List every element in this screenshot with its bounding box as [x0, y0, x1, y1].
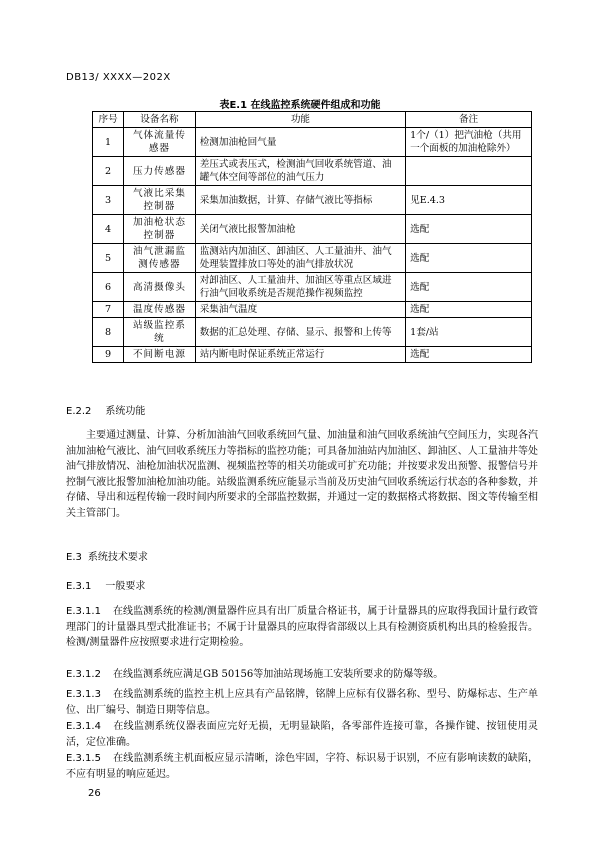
cell-device: 高清摄像头 — [124, 273, 195, 302]
cell-function: 站内断电时保证系统正常运行 — [195, 347, 405, 363]
cell-device: 不间断电源 — [124, 347, 195, 363]
section-number: E.3.1 — [66, 581, 92, 592]
section-heading-e22 — [66, 402, 145, 417]
cell-remark: 1个/（1）把汽油枪（共用一个面板的加油枪除外） — [406, 128, 532, 157]
cell-index: 7 — [93, 302, 124, 318]
clause-text: 在线监测系统应满足GB 50156等加油站现场施工安装所要求的防爆等级。 — [112, 669, 444, 680]
cell-index: 1 — [93, 128, 124, 157]
clause-text: 在线监测系统仪器表面应完好无损，无明显缺陷，各零部件连接可靠，各操作键、按钮使用灵活，定位准确。 — [66, 721, 538, 748]
table-row — [93, 215, 532, 244]
clause-number: E.3.1.1 — [66, 606, 101, 617]
document-id: DB13/ XXXX—202X — [66, 72, 171, 83]
cell-remark: 选配 — [406, 273, 532, 302]
cell-function: 采集加油数据，计算、存储气液比等指标 — [195, 186, 405, 215]
cell-device: 气体流量传感器 — [124, 128, 195, 157]
cell-remark: 选配 — [406, 347, 532, 363]
cell-function: 差压式或表压式，检测油气回收系统管道、油罐气体空间等部位的油气压力 — [195, 157, 405, 186]
cell-device: 加油枪状态控制器 — [124, 215, 195, 244]
cell-index: 2 — [93, 157, 124, 186]
header-remark: 备注 — [406, 112, 532, 128]
cell-index: 5 — [93, 244, 124, 273]
clause-number: E.3.1.3 — [66, 689, 101, 700]
table-row — [93, 157, 532, 186]
clause-text: 在线监测系统的检测/测量器件应具有出厂质量合格证书，属于计量器具的应取得我国计量行政管理部门的计量器具型式批准证书；不属于计量器具的应取得省部级以上具有检测资质机构出具的检验报告。检测/测量器件应按照要求进行定期检验。 — [66, 606, 538, 648]
clause-text: 在线监测系统的监控主机上应具有产品铭牌，铭牌上应标有仪器名称、型号、防爆标志、生产单位、出厂编号、制造日期等信息。 — [66, 689, 538, 716]
cell-function: 监测站内加油区、卸油区、人工量油井、油气处理装置排放口等处的油气排放状况 — [195, 244, 405, 273]
cell-device: 站级监控系统 — [124, 318, 195, 347]
section-title: 系统功能 — [105, 406, 146, 417]
hardware-table — [92, 111, 532, 363]
table-title: 表E.1 在线监控系统硬件组成和功能 — [219, 100, 381, 111]
cell-index: 4 — [93, 215, 124, 244]
clause-number: E.3.1.5 — [66, 753, 101, 764]
cell-remark: 选配 — [406, 302, 532, 318]
clause-e3-1-2 — [66, 667, 538, 683]
section-number: E.3 — [66, 552, 82, 563]
section-number: E.2.2 — [66, 406, 92, 417]
table-row — [93, 128, 532, 157]
table-row — [93, 347, 532, 363]
page-number: 26 — [88, 788, 101, 799]
cell-index: 3 — [93, 186, 124, 215]
clause-number: E.3.1.2 — [66, 669, 101, 680]
cell-device: 油气泄漏监测传感器 — [124, 244, 195, 273]
clause-text: 在线监测系统主机面板应显示清晰，涂色牢固，字符、标识易于识别，不应有影响读数的缺陷，不应有明显的响应延迟。 — [66, 753, 538, 780]
cell-device: 温度传感器 — [124, 302, 195, 318]
section-title: 一般要求 — [105, 581, 146, 592]
header-function: 功能 — [195, 112, 405, 128]
table-row — [93, 302, 532, 318]
clause-e3-1-4 — [66, 719, 538, 750]
cell-remark: 1套/站 — [406, 318, 532, 347]
section-heading-e31 — [66, 577, 145, 592]
cell-function: 检测加油枪回气量 — [195, 128, 405, 157]
cell-device: 气液比采集控制器 — [124, 186, 195, 215]
cell-remark — [406, 157, 532, 186]
cell-device: 压力传感器 — [124, 157, 195, 186]
cell-function: 数据的汇总处理、存储、显示、报警和上传等 — [195, 318, 405, 347]
cell-remark: 选配 — [406, 215, 532, 244]
clause-number: E.3.1.4 — [66, 721, 101, 732]
cell-index: 9 — [93, 347, 124, 363]
table-row — [93, 318, 532, 347]
system-function-paragraph: 主要通过测量、计算、分析加油油气回收系统回气量、加油量和油气回收系统油气空间压力，实现各汽油加油枪气液比、油气回收系统压力等指标的监控功能；可具备加油站内加油区、卸油区、人工量油井等处油气排放情况、油枪加油状况监测、视频监控等的相关功能或可扩充功能；并按要求发出预警、报警信号并控制气液比报警加油枪加油功能。站级监测系统应能显示当前及历史油气回收系统运行状态的各种参数，并存储、导出和远程传输一段时间内所要求的全部监控数据，并通过一定的数据格式将数据、图文等传输至相关主管部门。 — [66, 430, 538, 519]
cell-index: 8 — [93, 318, 124, 347]
cell-function: 关闭气液比报警加油枪 — [195, 215, 405, 244]
section-heading-e3 — [66, 548, 148, 563]
cell-remark: 选配 — [406, 244, 532, 273]
cell-index: 6 — [93, 273, 124, 302]
section-title: 系统技术要求 — [87, 552, 148, 563]
table-header-row — [93, 112, 532, 128]
clause-e3-1-3 — [66, 687, 538, 718]
table-row — [93, 273, 532, 302]
header-index: 序号 — [93, 112, 124, 128]
clause-e3-1-5 — [66, 751, 538, 782]
header-device-name: 设备名称 — [124, 112, 195, 128]
cell-function: 采集油气温度 — [195, 302, 405, 318]
table-row — [93, 186, 532, 215]
cell-remark: 见E.4.3 — [406, 186, 532, 215]
table-row — [93, 244, 532, 273]
cell-function: 对卸油区、人工量油井、加油区等重点区域进行油气回收系统是否规范操作视频监控 — [195, 273, 405, 302]
clause-e3-1-1 — [66, 604, 538, 651]
